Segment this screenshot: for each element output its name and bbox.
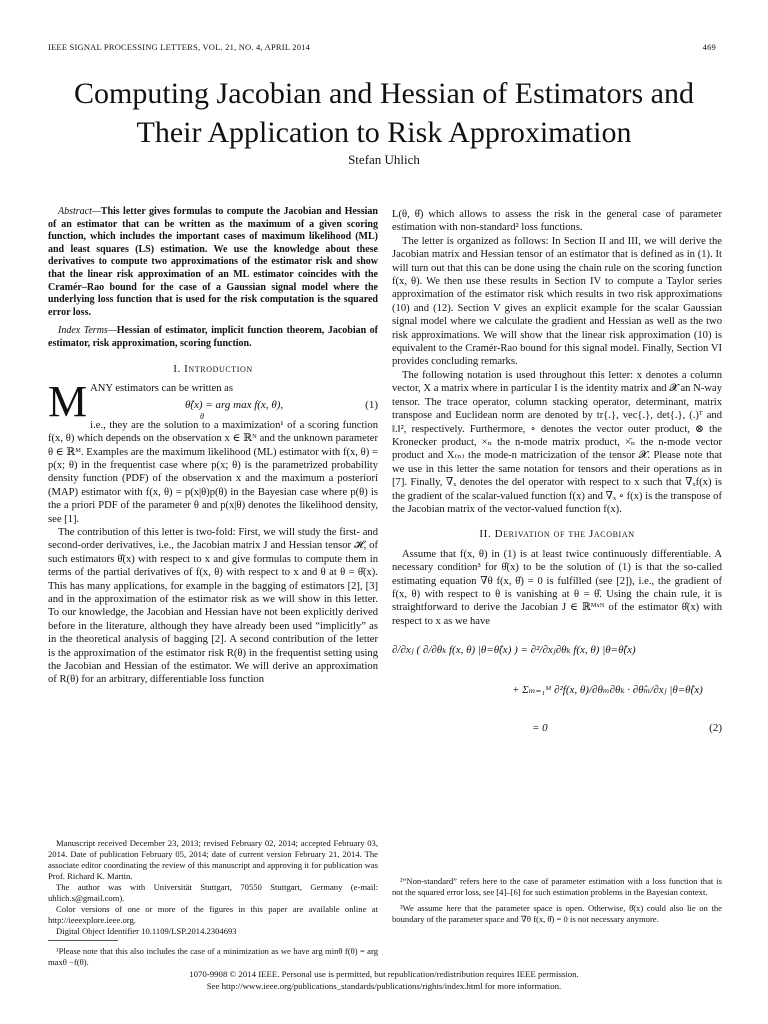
footnote-2: ²“Non-standard” refers here to the case of parameter estimation with a loss function that is not the squared error loss, see [4]–[6] for such estimation problems in the Bayesian context.: [392, 876, 722, 897]
equation-2-line-2: + Σₘ₌₁ᴹ ∂²f(x, θ)/∂θₘ∂θₖ · ∂θ̂ₘ/∂xⱼ |θ=θ̂(x): [512, 684, 703, 697]
paper-title: [40, 74, 728, 152]
running-head: [48, 42, 716, 52]
doi-note: Digital Object Identifier 10.1109/LSP.2014.2304693: [56, 926, 237, 936]
section-heading-jacobian: II. Derivation of the Jacobian: [479, 528, 635, 541]
equation-2: [392, 630, 722, 738]
equation-1-subscript: θ: [200, 412, 204, 422]
right-paragraph-2: The letter is organized as follows: In Section II and III, we will derive the Jacobian matrix and Hessian tensor of an estimator that is defined as in (1). It will turn out that this can be done using the chain rule on the scoring function f(x, θ). We then use these results in Section IV to compute a Taylor series approximation of the estimator risk which results in two risk approximations (10) and (12). Section V gives an explicit example for the scalar Gaussian signal model where we calculate the gradient and Hessian as well as the two risk approximations. We will show that the linear risk approximation (10) is equivalent to the Cramér-Rao bound for this signal model. Finally, Section VI provides concluding remarks.: [392, 235, 722, 368]
author-affiliation-note: The author was with Universität Stuttgart, 70550 Stuttgart, Germany (e-mail: uhlich.s@gmail.com).: [48, 882, 378, 903]
page-number: 469: [702, 42, 716, 52]
dropcap: M: [48, 376, 88, 426]
abstract-text: This letter gives formulas to compute the Jacobian and Hessian of an estimator that can be written as the maximum of a given scoring function, which includes the important cases of maximum likelihood (ML) and least squares (LS) estimation. We use the knowledge about these derivatives to compute two approximations of the estimator risk and show that the linear risk approximation of an ML estimator coincides with the Cramér–Rao bound for the case of a Gaussian signal model where the underlying loss function that is used for the risk computation is the squared error loss.: [48, 206, 378, 318]
index-terms-text: Hessian of estimator, implicit function theorem, Jacobian of estimator, risk approximation, scoring function.: [48, 325, 379, 349]
footnotes-left: [48, 838, 378, 968]
jacobian-paragraph-1: Assume that f(x, θ) in (1) is at least twice continuously differentiable. A necessary condition³ for θ̂(x) to be the solution of (1) is that the so-called estimating equation ∇θ f(x, θ̂) = 0 is fulfilled (see [2]), i.e., the gradient of f(x, θ) with respect to θ is vanishing at θ = θ̂. Using the chain rule, it is straightforward to derive the Jacobian J ∈ ℝᴹˣᴺ of the estimator θ̂(x) with respect to x as we have: [392, 548, 722, 627]
equation-2-line-1: ∂/∂xⱼ ( ∂/∂θₖ f(x, θ) |θ=θ̂(x) ) = ∂²/∂xⱼ∂θₖ f(x, θ) |θ=θ̂(x): [392, 644, 636, 657]
equation-2-number: (2): [709, 722, 722, 735]
right-column: [392, 208, 722, 740]
equation-1: [48, 399, 378, 422]
footnotes-right: [392, 876, 722, 930]
author-name: Stefan Uhlich: [348, 152, 420, 167]
manuscript-note: Manuscript received December 23, 2013; revised February 02, 2014; accepted February 03, 2014. Date of publication February 05, 2014; date of current version February 21, 2014. The associate editor coordinating the review of this manuscript and approving it for publication was Prof. Richard K. Martin.: [48, 838, 378, 881]
intro-lead: ANY estimators can be written as: [90, 382, 234, 394]
copyright-line-1: 1070-9908 © 2014 IEEE. Personal use is permitted, but republication/redistribution requires IEEE permission.: [189, 969, 579, 979]
section-heading-introduction: I. Introduction: [173, 362, 253, 375]
right-paragraph-3: The following notation is used throughout this letter: x denotes a column vector, X a matrix where in particular I is the identity matrix and 𝓧 an N-way tensor. The trace operator, column stacking operator, determinant, matrix transpose and Euclidean norm are denoted by tr{.}, vec{.}, det{.}, (.)ᵀ and ‖.‖², respectively. Furthermore, ∘ denotes the vector outer product, ⊗ the Kronecker product, ×ₙ the n-mode matrix product, ×̄ₙ the n-mode vector product and X₍ₙ₎ the mode-n matricization of the tensor 𝓧. Please note that we use in this letter the same notation for tensors and their operations as in [7]. Finally, ∇ₓ denotes the del operator with respect to x such that ∇ₓf(x) is the gradient of the scalar-valued function f(x) and ∇ₓ ∘ f(x) is the transpose of the Jacobian matrix of the vector-valued function f(x).: [392, 369, 722, 515]
footnote-3: ³We assume here that the parameter space is open. Otherwise, θ̂(x) could also lie on the boundary of the parameter space and ∇θ f(x, θ̂) = 0 is not necessary anymore.: [392, 903, 722, 924]
footnote-rule: [48, 940, 118, 941]
title-line-1: Computing Jacobian and Hessian of Estimators and: [74, 77, 694, 110]
footnote-1: ¹Please note that this also includes the case of a minimization as we have arg minθ f(θ) = arg maxθ −f(θ).: [48, 946, 378, 967]
abstract: [48, 206, 378, 319]
right-paragraph-1: L(θ, θ̂) which allows to assess the risk in the general case of parameter estimation with non-standard² loss functions.: [392, 209, 722, 234]
intro-paragraph-1: i.e., they are the solution to a maximization¹ of a scoring function f(x, θ) which depends on the observation x ∈ ℝᴺ and the unknown parameter θ ∈ ℝᴹ. Examples are the maximum likelihood (ML) estimator with f(x, θ) = p(x; θ) in the frequentist case where p(x; θ) is the parametrized probability density function (PDF) of the observation x and the maximum a posteriori (MAP) estimator with f(x, θ) = p(x|θ)p(θ) in the Bayesian case where p(θ) is the a priori PDF of the parameter θ and p(x|θ) denotes the likelihood density, see [1].: [48, 419, 378, 525]
equation-2-line-3: = 0: [532, 722, 548, 735]
intro-paragraph-2: The contribution of this letter is two-fold: First, we will study the first- and second-order derivatives, i.e., the Jacobian matrix J and Hessian tensor 𝓗, of such estimators θ̂(x) with respect to x and give formulas to compute them in terms of the partial derivatives of f(x, θ) with respect to x and θ at θ = θ̂(x). This has many applications, for example in the bagging of estimators [2], [3] and in the approximation of the estimator risk as we will show in this letter. To our knowledge, the Jacobian and Hessian have not been explicitly derived before in the literature, although they have already been used “implicitly” as in the theoretical analysis of bagging [2]. A second contribution of the letter is the approximation of the estimator risk R(θ) in the frequentist setting using the Jacobian and Hessian of the estimator. We will derive an approximation of R(θ) for an arbitrary, differentiable loss function: [48, 527, 378, 686]
title-line-2: Their Application to Risk Approximation: [136, 116, 632, 149]
journal-name: IEEE SIGNAL PROCESSING LETTERS, VOL. 21, NO. 4, APRIL 2014: [48, 42, 311, 52]
index-terms: [48, 325, 378, 350]
index-terms-label: Index Terms—: [58, 325, 117, 337]
equation-1-number: (1): [365, 399, 378, 412]
copyright-notice: [48, 968, 720, 992]
abstract-label: Abstract—: [58, 206, 101, 217]
left-column: [48, 206, 378, 687]
equation-1-body: θ̂(x) = arg max f(x, θ),: [184, 399, 284, 412]
color-versions-note: Color versions of one or more of the figures in this paper are available online at http://ieeexplore.ieee.org.: [48, 904, 378, 925]
copyright-line-2: See http://www.ieee.org/publications_standards/publications/rights/index.html for more information.: [206, 981, 562, 991]
